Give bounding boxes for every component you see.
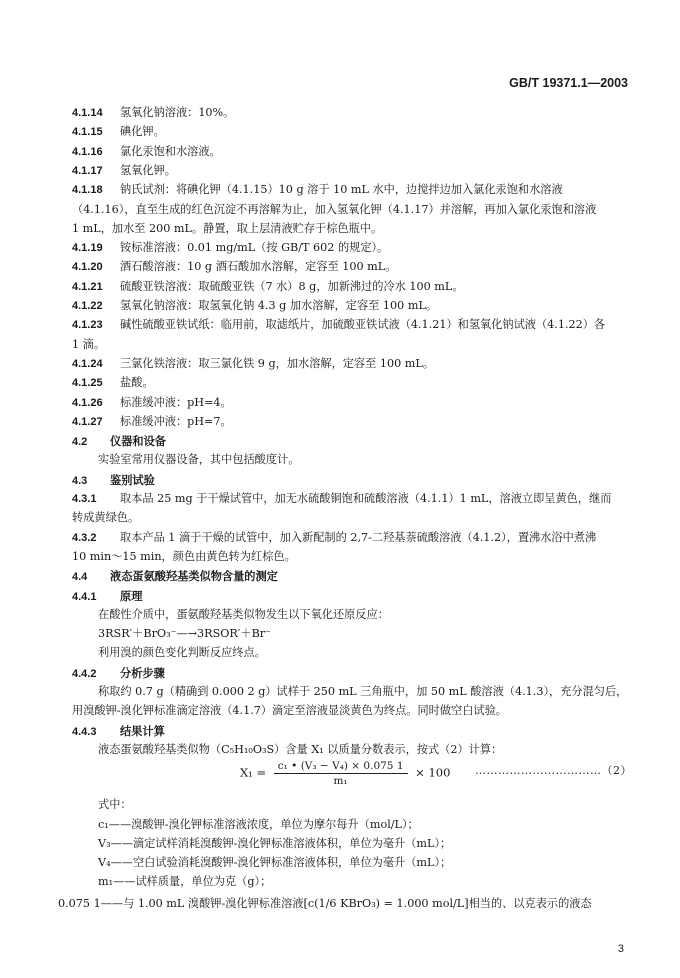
legend-line: V₃——滴定试样消耗溴酸钾-溴化钾标准溶液体积，单位为毫升（mL）； <box>98 837 452 850</box>
legend-line: m₁——试样质量，单位为克（g）； <box>98 875 272 888</box>
clause-text: 在酸性介质中，蛋氨酸羟基类似物发生以下氧化还原反应： <box>98 607 389 621</box>
text-line <box>72 299 437 313</box>
clause-text: 鉴别试验 <box>110 472 155 487</box>
clause-text: 硫酸亚铁溶液：取硫酸亚铁（7 水）8 g，加新沸过的冷水 100 mL。 <box>120 279 464 293</box>
clause-text: 液态蛋氨酸羟基类似物（C₅H₁₀O₃S）含量 X₁ 以质量分数表示，按式（2）计算： <box>98 742 503 756</box>
legend-line: c₁——溴酸钾-溴化钾标准溶液浓度，单位为摩尔每升（mol/L）； <box>98 818 419 831</box>
clause-text: 氯化汞饱和水溶液。 <box>120 144 221 158</box>
text-line <box>72 396 232 410</box>
clause-text: （4.1.16），直至生成的红色沉淀不再溶解为止，加入氢氧化钾（4.1.17）并溶解，再加入氯化汞饱和溶液 <box>72 202 597 216</box>
clause-number: 4.1.22 <box>72 300 103 312</box>
text-line <box>72 241 388 255</box>
clause-text: 1 mL，加水至 200 mL。静置，取上层清液贮存于棕色瓶中。 <box>72 221 383 235</box>
clause-text: 碱性硫酸亚铁试纸：临用前，取滤纸片，加硫酸亚铁试液（4.1.21）和氢氧化钠试液（4.1.22）各 <box>120 318 606 332</box>
legend-line: 式中： <box>98 798 132 811</box>
text-line <box>72 338 105 352</box>
legend-line: 0.075 1——与 1.00 mL 溴酸钾-溴化钾标准溶液[c(1/6 KBrO₃) = 1.000 mol/L]相当的、以克表示的液态 <box>58 897 592 910</box>
formula-denominator: m₁ <box>333 775 348 787</box>
clause-text: 标准缓冲液：pH=4。 <box>120 395 232 409</box>
text-line <box>72 569 278 584</box>
clause-text: 实验室常用仪器设备，其中包括酸度计。 <box>98 453 300 467</box>
clause-number: 4.1.26 <box>72 396 103 409</box>
clause-number: 4.1.17 <box>72 164 103 177</box>
text-line <box>72 589 142 604</box>
clause-number: 4.4.1 <box>72 590 97 603</box>
clause-text: 取本品 25 mg 于干燥试管中，加无水硫酸铜饱和硫酸溶液（4.1.1）1 mL，溶液立即呈黄色，继而 <box>120 492 612 505</box>
clause-number: 4.1.14 <box>72 107 103 119</box>
text-line <box>72 666 165 681</box>
clause-number: 4.4 <box>72 571 88 584</box>
clause-text: 酒石酸溶液：10 g 酒石酸加水溶解，定容至 100 mL。 <box>120 260 397 274</box>
clause-text: 取本产品 1 滴于干燥的试管中，加入新配制的 2,7-二羟基萘硫酸溶液（4.1.2），置沸水浴中煮沸 <box>120 530 597 544</box>
text-line <box>72 550 296 564</box>
text-line <box>98 685 627 699</box>
clause-number: 4.1.21 <box>72 280 103 293</box>
text-line <box>72 106 234 120</box>
text-line <box>72 280 464 294</box>
clause-text: 氢氧化钾。 <box>120 163 176 177</box>
formula-2 <box>240 760 450 787</box>
text-line <box>98 646 266 660</box>
clause-text: 用溴酸钾-溴化钾标准滴定溶液（4.1.7）滴定至溶液显淡黄色为终点。同时做空白试验。 <box>72 704 507 718</box>
clause-number: 4.3.2 <box>72 531 97 544</box>
text-line <box>72 318 605 332</box>
text-line <box>72 511 139 525</box>
clause-number: 4.1.15 <box>72 126 103 139</box>
text-line <box>72 492 611 506</box>
clause-number: 4.1.23 <box>72 319 103 332</box>
formula-fraction <box>274 760 408 787</box>
formula-equation-number: ……………………………（2） <box>475 764 632 777</box>
clause-number: 4.3.1 <box>72 493 97 505</box>
clause-text: 结果计算 <box>120 723 165 738</box>
clause-number: 4.1.18 <box>72 184 103 197</box>
clause-number: 4.4.2 <box>72 667 97 680</box>
formula-rhs: × 100 <box>415 765 451 780</box>
legend-line: V₄——空白试验消耗溴酸钾-溴化钾标准溶液体积，单位为毫升（mL）； <box>98 856 452 869</box>
clause-number: 4.3 <box>72 474 88 487</box>
text-line <box>72 203 596 217</box>
formula-lhs: X₁ = <box>240 765 267 780</box>
text-line <box>72 164 176 178</box>
text-line <box>72 415 232 429</box>
standard-number: GB/T 19371.1—2003 <box>509 76 628 90</box>
text-line <box>72 531 596 545</box>
clause-text: 1 滴。 <box>72 337 106 351</box>
page-number: 3 <box>617 943 624 955</box>
clause-text: 碘化钾。 <box>120 125 165 139</box>
text-line <box>72 222 382 236</box>
clause-text: 氢氧化钠溶液：取氢氧化钠 4.3 g 加水溶解，定容至 100 mL。 <box>120 299 438 312</box>
clause-text: 钠氏试剂：将碘化钾（4.1.15）10 g 溶于 10 mL 水中，边搅拌边加入氯化汞饱和水溶液 <box>120 183 563 197</box>
text-line <box>72 357 434 371</box>
clause-text: 分析步骤 <box>120 665 165 680</box>
clause-number: 4.1.16 <box>72 145 103 158</box>
clause-number: 4.1.25 <box>72 377 103 390</box>
text-line <box>98 743 502 757</box>
clause-text: 铵标准溶液：0.01 mg/mL（按 GB/T 602 的规定）。 <box>120 241 389 255</box>
clause-text: 氢氧化钠溶液：10%。 <box>120 106 235 119</box>
text-line <box>98 627 271 641</box>
text-line <box>72 183 563 197</box>
clause-text: 10 min～15 min，颜色由黄色转为红棕色。 <box>72 549 296 563</box>
text-line <box>98 608 389 622</box>
clause-text: 利用溴的颜色变化判断反应终点。 <box>98 646 266 660</box>
text-line <box>72 704 507 718</box>
text-line <box>72 376 154 390</box>
clause-text: 原理 <box>120 588 143 603</box>
clause-text: 3RSR′＋BrO₃⁻—→3RSOR′＋Br⁻ <box>98 627 272 641</box>
clause-number: 4.1.24 <box>72 357 103 370</box>
text-line <box>72 260 396 274</box>
clause-number: 4.1.27 <box>72 415 103 428</box>
clause-text: 三氯化铁溶液：取三氯化铁 9 g，加水溶解，定容至 100 mL。 <box>120 356 435 370</box>
formula-numerator: c₁ • (V₃ − V₄) × 0.075 1 <box>274 760 408 774</box>
clause-text: 标准缓冲液：pH=7。 <box>120 414 232 428</box>
clause-text: 液态蛋氨酸羟基类似物含量的测定 <box>110 569 278 584</box>
clause-number: 4.1.19 <box>72 242 103 255</box>
text-line <box>72 145 221 159</box>
clause-text: 转成黄绿色。 <box>72 511 140 525</box>
text-line <box>72 434 166 449</box>
text-line <box>72 724 165 739</box>
text-line <box>72 125 165 139</box>
clause-text: 称取约 0.7 g（精确到 0.000 2 g）试样于 250 mL 三角瓶中，加 50 mL 酸溶液（4.1.3），充分混匀后， <box>98 685 628 698</box>
clause-number: 4.4.3 <box>72 725 97 738</box>
clause-text: 仪器和设备 <box>110 434 166 449</box>
clause-number: 4.1.20 <box>72 261 103 274</box>
text-line <box>72 473 155 488</box>
clause-text: 盐酸。 <box>120 376 154 390</box>
text-line <box>98 453 299 467</box>
clause-number: 4.2 <box>72 436 88 449</box>
